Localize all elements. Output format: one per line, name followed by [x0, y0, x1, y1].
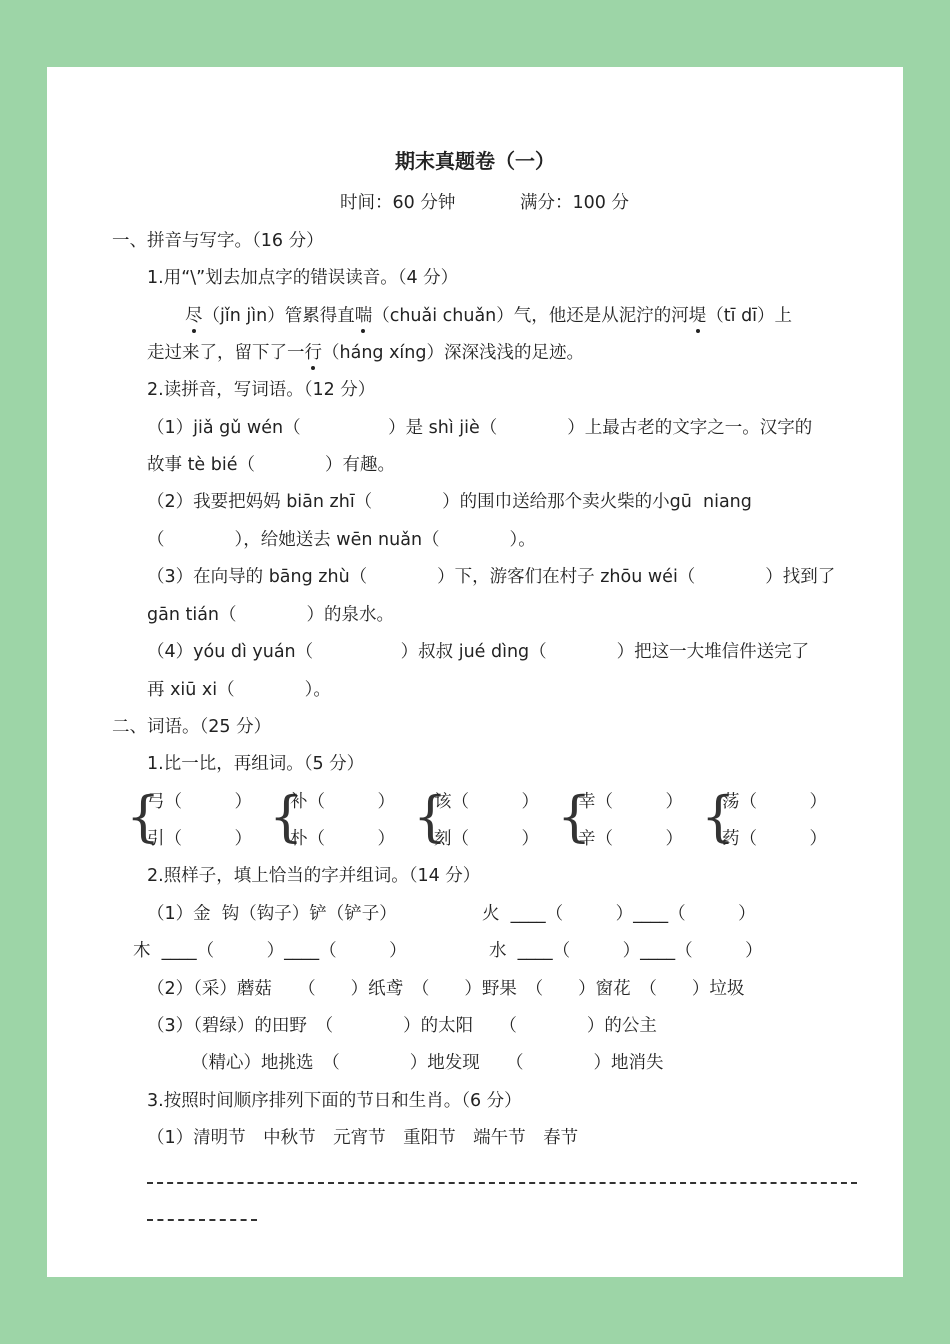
q1-2-line: （4）yóu dì yuán（ ）叔叔 jué dìng（ ）把这一大堆信件送完了 — [147, 642, 810, 662]
sentence-text: （chuǎi chuǎn）气，他还是从泥泞的河 — [372, 306, 689, 326]
left-brace: { — [126, 785, 161, 848]
q2-2-title: 2.照样子，填上恰当的字并组词。（14 分） — [147, 866, 481, 886]
left-brace: { — [557, 785, 592, 848]
q1-2-line: （3）在向导的 bāng zhù（ ）下，游客们在村子 zhōu wéi（ ）找到了 — [147, 567, 836, 587]
q1-2-line: （1）jiǎ gǔ wén（ ）是 shì jiè（ ）上最古老的文字之一。汉字的 — [147, 418, 813, 438]
section-1-heading: 一、拼音与写字。（16 分） — [112, 231, 324, 251]
compare-word: 药（ ） — [722, 829, 827, 849]
q2-2-row: （精心）地挑选 （ ）地发现 （ ）地消失 — [191, 1053, 664, 1073]
dotted-char: 堤 — [688, 306, 707, 326]
sentence-text: （tī dī）上 — [706, 306, 793, 326]
q2-2-item: 火 ____（ ）____（ ） — [482, 904, 756, 924]
q1-1-title: 1.用“\”划去加点字的错误读音。（4 分） — [147, 268, 459, 288]
q1-2-line: 再 xiū xi（ ）。 — [147, 680, 331, 700]
compare-word: 弓（ ） — [147, 792, 252, 812]
exam-score: 满分：100 分 — [520, 193, 629, 213]
sentence-text: （jǐn jìn）管累得直 — [202, 306, 355, 326]
q1-2-line: gān tián（ ）的泉水。 — [147, 605, 395, 625]
q2-2-item: 水 ____（ ）____（ ） — [489, 941, 763, 961]
left-brace: { — [701, 785, 736, 848]
q2-2-row: （2）（采）蘑菇 （ ）纸鸢 （ ）野果 （ ）窗花 （ ）垃圾 — [147, 979, 745, 999]
q1-1-sentence-line1 — [185, 304, 792, 328]
page-title: 期末真题卷（一） — [395, 149, 555, 173]
compare-word: 引（ ） — [147, 829, 252, 849]
compare-word: 补（ ） — [290, 792, 395, 812]
compare-word: 该（ ） — [434, 792, 539, 812]
compare-word: 幸（ ） — [578, 792, 683, 812]
sentence-text: 走过来了，留下了一 — [147, 343, 305, 363]
q2-3-items: （1）清明节 中秋节 元宵节 重阳节 端午节 春节 — [147, 1128, 579, 1148]
answer-line[interactable] — [147, 1182, 857, 1184]
compare-word: 荡（ ） — [722, 792, 827, 812]
q2-2-item: 木 ____（ ）____（ ） — [133, 941, 407, 961]
compare-word: 刻（ ） — [434, 829, 539, 849]
compare-word: 朴（ ） — [290, 829, 395, 849]
exam-time: 时间：60 分钟 — [340, 193, 456, 213]
q1-1-sentence-line2 — [147, 341, 584, 365]
q1-2-line: 故事 tè bié（ ）有趣。 — [147, 455, 395, 475]
q2-1-title: 1.比一比，再组词。（5 分） — [147, 754, 365, 774]
q2-2-example: （1）金 钩（钩子）铲（铲子） — [147, 904, 397, 924]
dotted-char: 喘 — [354, 306, 373, 326]
left-brace: { — [269, 785, 304, 848]
compare-word: 辛（ ） — [578, 829, 683, 849]
section-2-heading: 二、词语。（25 分） — [112, 717, 272, 737]
dotted-char: 行 — [304, 343, 322, 363]
q2-3-title: 3.按照时间顺序排列下面的节日和生肖。（6 分） — [147, 1091, 522, 1111]
answer-line[interactable] — [147, 1219, 257, 1221]
q1-2-title: 2.读拼音，写词语。（12 分） — [147, 380, 376, 400]
q1-2-line: （ ），给她送去 wēn nuǎn（ ）。 — [147, 530, 536, 550]
left-brace: { — [413, 785, 448, 848]
q1-2-line: （2）我要把妈妈 biān zhī（ ）的围巾送给那个卖火柴的小gū niang — [147, 492, 752, 512]
dotted-char: 尽 — [185, 306, 203, 326]
q2-2-row: （3）（碧绿）的田野 （ ）的太阳 （ ）的公主 — [147, 1016, 657, 1036]
sentence-text: （háng xíng）深深浅浅的足迹。 — [322, 343, 584, 363]
